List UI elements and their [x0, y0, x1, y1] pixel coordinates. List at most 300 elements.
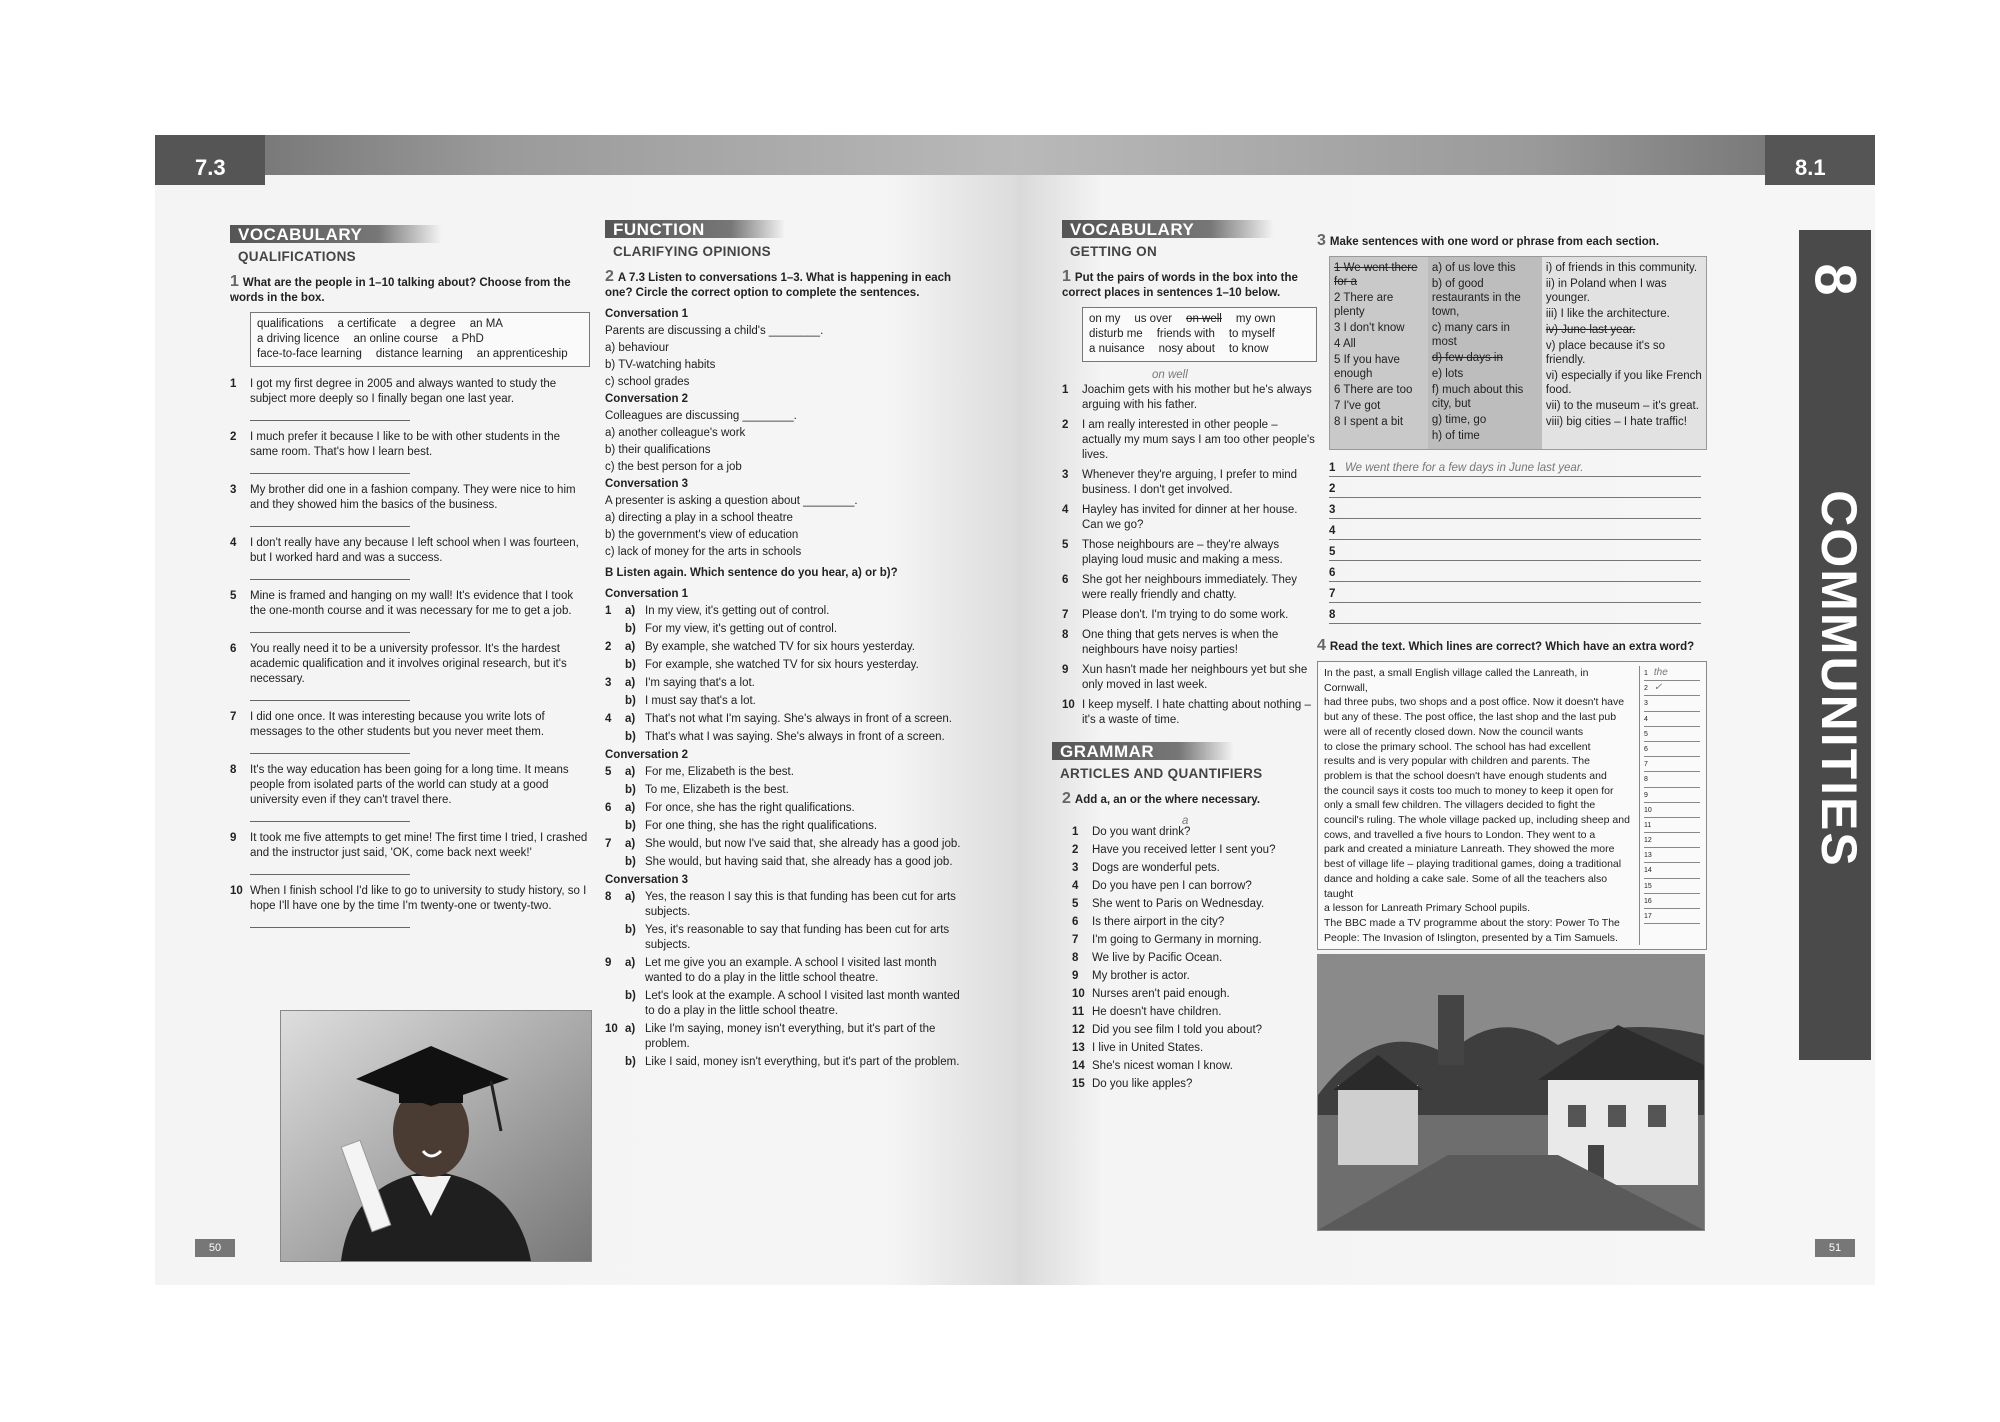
choice-letter: a): [625, 838, 636, 850]
exercise-item: [1062, 698, 1317, 728]
table-cell: iv) June last year.: [1545, 324, 1636, 336]
choice-text: In my view, it's getting out of control.: [645, 605, 830, 617]
grammar-item: [1072, 825, 1317, 840]
answer-option: c) the best person for a job: [605, 461, 742, 473]
answer-line: [1329, 521, 1701, 540]
conversation-question: Parents are discussing a child's ________.: [605, 325, 824, 337]
text-line: The BBC made a TV programme about the story: Power To The: [1324, 916, 1620, 929]
table-cell: 3 I don't know: [1334, 322, 1405, 334]
vocabulary-section: [230, 225, 590, 937]
page-number: 51: [1815, 1239, 1855, 1257]
function-section: [605, 220, 965, 1073]
grammar-item: [1072, 951, 1317, 966]
choice-row: [605, 694, 965, 709]
item-text: She went to Paris on Wednesday.: [1092, 898, 1265, 910]
section-subtitle: GETTING ON: [1070, 244, 1157, 259]
answer-line: [1329, 479, 1701, 498]
choice-text: That's what I was saying. She's always in front of a screen.: [645, 731, 945, 743]
item-number: 12: [1072, 1024, 1085, 1036]
choice-letter: b): [625, 731, 636, 743]
text-line: dance and holding a cake sale. Some of all the teachers also taught: [1324, 872, 1608, 900]
choice-number: 10: [605, 1023, 618, 1035]
item-text: Do you have pen I can borrow?: [1092, 880, 1252, 892]
choice-row: [605, 989, 965, 1019]
choice-letter: b): [625, 924, 636, 936]
text-line: problem is that the school doesn't have enough students and: [1324, 769, 1607, 782]
text-line: had three pubs, two shops and a post office. Now it doesn't have: [1324, 696, 1625, 709]
exercise-item: [1062, 608, 1317, 623]
table-cell: 6 There are too: [1334, 384, 1413, 396]
choice-row: [605, 855, 965, 870]
table-cell: g) time, go: [1431, 414, 1487, 426]
choice-row: [605, 1022, 965, 1052]
answer-option: a) directing a play in a school theatre: [605, 512, 793, 524]
choice-row: [605, 1055, 965, 1070]
text-line: best of village life – playing traditional games, doing a traditional: [1324, 858, 1622, 871]
choice-number: [605, 694, 625, 709]
table-cell: i) of friends in this community.: [1545, 262, 1698, 274]
item-text: I keep myself. I hate chatting about nothing – it's a waste of time.: [1082, 699, 1311, 726]
choice-text: For once, she has the right qualifications.: [645, 802, 855, 814]
item-number: 4: [230, 537, 237, 549]
box-word: nosy about: [1158, 343, 1215, 355]
exercise-instruction: 2 A 7.3 Listen to conversations 1–3. What is happening in each one? Circle the correct option to complete the sentences.: [605, 268, 952, 299]
grammar-item: [1072, 897, 1317, 912]
box-word: to myself: [1228, 328, 1275, 340]
handwritten-note: on well: [1152, 369, 1188, 381]
unit-number-tab: 7.3: [155, 135, 265, 185]
answer-option: a) another colleague's work: [605, 427, 746, 439]
line-number: 17: [1644, 913, 1652, 920]
box-word: qualifications: [257, 318, 324, 330]
answer-line: [1329, 542, 1701, 561]
exercise-item: [1062, 503, 1317, 533]
choice-number: 1: [605, 605, 612, 617]
grammar-item: [1072, 1059, 1317, 1074]
conversation-heading: Conversation 2: [605, 749, 689, 761]
item-number: 7: [230, 711, 237, 723]
page-number: 50: [195, 1239, 235, 1257]
line-answer: [1644, 757, 1700, 772]
answer-line: [1329, 458, 1701, 477]
choice-letter: a): [625, 802, 636, 814]
grammar-item: [1072, 861, 1317, 876]
item-text: Whenever they're arguing, I prefer to mind business. I don't get involved.: [1082, 469, 1298, 496]
village-illustration: [1318, 955, 1704, 1230]
conversation-heading: Conversation 3: [605, 874, 689, 886]
item-text: I live in United States.: [1092, 1042, 1204, 1054]
item-text: Those neighbours are – they're always playing loud music and making a mess.: [1082, 539, 1283, 566]
conversation-options: [605, 307, 965, 560]
answer-mark: the: [1653, 667, 1668, 678]
table-cell: viii) big cities – I hate traffic!: [1545, 416, 1687, 428]
graduate-photo: [280, 1010, 592, 1262]
item-sentence: I much prefer it because I like to be with other students in the same room. That's how I learn best.: [250, 431, 561, 458]
choice-letter: a): [625, 957, 636, 969]
choice-number: 5: [605, 766, 612, 778]
choice-row: [605, 730, 965, 745]
conversation-heading: Conversation 1: [605, 308, 689, 320]
column-3: [1542, 257, 1706, 449]
choice-letter: b): [625, 695, 636, 707]
item-text: Joachim gets with his mother but he's always arguing with his father.: [1082, 384, 1312, 411]
item-number: 6: [230, 643, 237, 655]
line-number: 5: [1329, 546, 1336, 558]
line-number: 9: [1644, 791, 1648, 799]
choice-row: [605, 801, 965, 816]
choice-number: [605, 622, 625, 637]
line-number: 13: [1644, 852, 1652, 860]
section-banner: VOCABULARY: [230, 225, 442, 243]
table-cell: iii) I like the architecture.: [1545, 308, 1670, 320]
handwritten-note: a: [1182, 815, 1189, 827]
line-answer: [1644, 727, 1700, 742]
word-box: [250, 312, 590, 367]
choice-letter: a): [625, 713, 636, 725]
choice-letter: a): [625, 766, 636, 778]
choice-text: For example, she watched TV for six hours yesterday.: [645, 659, 919, 671]
answer-blank: [250, 513, 410, 527]
choice-row: [605, 819, 965, 834]
line-number: 1: [1329, 462, 1336, 474]
choice-number: [605, 730, 625, 745]
item-number: 3: [230, 484, 237, 496]
section-banner: VOCABULARY: [1062, 220, 1274, 238]
item-text: Have you received letter I sent you?: [1092, 844, 1276, 856]
item-number: 1: [1062, 384, 1069, 396]
choice-text: Let's look at the example. A school I visited last month wanted to do a play in the little school theatre.: [645, 990, 960, 1017]
text-line: the council says it costs too much to money to keep it open for: [1324, 784, 1614, 797]
answer-option: b) their qualifications: [605, 444, 711, 456]
item-number: 13: [1072, 1042, 1085, 1054]
item-number: 7: [1062, 609, 1069, 621]
choice-letter: a): [625, 891, 636, 903]
answer-blank: [250, 687, 410, 701]
line-number: 7: [1644, 761, 1648, 769]
answer-blank: [250, 914, 410, 928]
line-answer: [1644, 863, 1700, 878]
line-answer: [1644, 681, 1700, 696]
item-number: 8: [1072, 952, 1079, 964]
reading-text-box: [1317, 661, 1707, 950]
answer-line: [1329, 500, 1701, 519]
item-number: 1: [230, 378, 237, 390]
table-cell: d) few days in: [1431, 352, 1503, 364]
choice-letter: a): [625, 1023, 636, 1035]
item-number: 3: [1062, 469, 1069, 481]
exercise-item: [1062, 468, 1317, 498]
item-number: 5: [1062, 539, 1069, 551]
grammar-section: [1052, 742, 1317, 1092]
conversation-heading: Conversation 2: [605, 393, 689, 405]
line-number: 15: [1644, 882, 1652, 890]
item-sentence: It's the way education has been going for a long time. It means people from isolated parts of the world can study at a good university even if they can't travel there.: [250, 764, 569, 806]
box-word: an MA: [469, 318, 503, 330]
text-line: cows, and travelled a five hours to London. They went to a: [1324, 828, 1596, 841]
item-number: 6: [1072, 916, 1079, 928]
choice-number: 8: [605, 891, 612, 903]
item-number: 8: [230, 764, 237, 776]
item-text: One thing that gets nerves is when the neighbours have noisy parties!: [1082, 629, 1279, 656]
section-banner: FUNCTION: [605, 220, 785, 238]
line-answer: [1644, 772, 1700, 787]
item-text: [250, 884, 590, 928]
answer-blank: [250, 740, 410, 754]
table-cell: vi) especially if you like French food.: [1545, 370, 1702, 396]
choice-letter: b): [625, 990, 636, 1002]
item-text: My brother is actor.: [1092, 970, 1190, 982]
box-word: my own: [1235, 313, 1276, 325]
box-word: friends with: [1156, 328, 1215, 340]
choice-text: For one thing, she has the right qualifications.: [645, 820, 878, 832]
line-number: 4: [1644, 715, 1648, 723]
vocabulary-section: [1062, 220, 1317, 1095]
item-text: Please don't. I'm trying to do some work.: [1082, 609, 1289, 621]
box-word: disturb me: [1089, 328, 1143, 340]
unit-title-band: [1799, 230, 1871, 1060]
choice-number: 9: [605, 957, 612, 969]
text-line: to close the primary school. The school has had excellent: [1324, 740, 1591, 753]
line-answer: [1644, 894, 1700, 909]
choice-row: [605, 923, 965, 953]
grammar-item: [1072, 915, 1317, 930]
choice-number: 6: [605, 802, 612, 814]
item-text: [250, 831, 590, 875]
item-number: 3: [1072, 862, 1079, 874]
exercise-item: [1062, 383, 1317, 413]
item-number: 14: [1072, 1060, 1085, 1072]
exercise-item: [230, 831, 590, 875]
line-number: 5: [1644, 730, 1648, 738]
line-number: 8: [1329, 609, 1336, 621]
item-number: 5: [230, 590, 237, 602]
table-cell: 5 If you have enough: [1334, 354, 1400, 380]
choice-text: Like I'm saying, money isn't everything, but it's part of the problem.: [645, 1023, 936, 1050]
conversation-question: A presenter is asking a question about ________.: [605, 495, 858, 507]
line-answer: [1644, 818, 1700, 833]
box-word: face-to-face learning: [257, 348, 362, 360]
choice-letter: a): [625, 605, 636, 617]
table-cell: 7 I've got: [1334, 400, 1381, 412]
choice-row: [605, 640, 965, 655]
choice-row: [605, 658, 965, 673]
item-sentence: You really need it to be a university professor. It's the hardest academic qualification and it involves original research, but it's necessary.: [250, 643, 567, 685]
choice-text: Yes, the reason I say this is that funding has been cut for arts subjects.: [645, 891, 956, 918]
top-bar: [155, 135, 1017, 175]
choice-row: [605, 712, 965, 727]
item-sentence: Mine is framed and hanging on my wall! It's evidence that I took the one-month course and it was necessary for me to get a job.: [250, 590, 574, 617]
text-line: council's ruling. The whole village packed up, including sheep and: [1324, 814, 1630, 827]
sentence-parts-table: [1329, 256, 1707, 450]
box-word: us over: [1134, 313, 1173, 325]
listening-choices: [605, 587, 965, 1070]
line-number: 14: [1644, 867, 1652, 875]
text-line: were all of recently closed down. Now the council wants: [1324, 725, 1584, 738]
text-line: results and is very popular with children and parents. The: [1324, 755, 1590, 768]
item-number: 7: [1072, 934, 1079, 946]
line-number: 6: [1329, 567, 1336, 579]
choice-text: For my view, it's getting out of control.: [645, 623, 838, 635]
line-number: 3: [1644, 700, 1648, 708]
choice-number: [605, 658, 625, 673]
choice-text: She would, but now I've said that, she already has a good job.: [645, 838, 961, 850]
item-number: 9: [1062, 664, 1069, 676]
answer-option: a) behaviour: [605, 342, 669, 354]
item-number: 2: [1072, 844, 1079, 856]
exercise-items: [1062, 383, 1317, 728]
table-cell: 1 We went there for a: [1334, 262, 1418, 288]
exercise-3-section: [1317, 227, 1707, 1231]
answer-blank: [250, 566, 410, 580]
line-number: 16: [1644, 897, 1652, 905]
item-text: [250, 642, 590, 701]
item-number: 4: [1072, 880, 1079, 892]
exercise-instruction: 3 Make sentences with one word or phrase from each section.: [1317, 232, 1660, 249]
item-number: 1: [1072, 826, 1079, 838]
choice-text: Like I said, money isn't everything, but it's part of the problem.: [645, 1056, 960, 1068]
box-word: on my: [1089, 313, 1121, 325]
answer-lines: [1329, 458, 1701, 624]
grammar-item: [1072, 1041, 1317, 1056]
column-2: [1428, 257, 1542, 449]
table-cell: a) of us love this: [1431, 262, 1516, 274]
table-cell: c) many cars in most: [1431, 322, 1510, 348]
answer-option: c) school grades: [605, 376, 690, 388]
item-number: 9: [1072, 970, 1079, 982]
item-text: Is there airport in the city?: [1092, 916, 1225, 928]
answer-option: b) TV-watching habits: [605, 359, 716, 371]
table-cell: 4 All: [1334, 338, 1356, 350]
exercise-item: [1062, 538, 1317, 568]
table-cell: vii) to the museum – it's great.: [1545, 400, 1699, 412]
choice-row: [605, 622, 965, 637]
handwritten-answer: We went there for a few days in June last year.: [1345, 462, 1584, 474]
choice-text: Let me give you an example. A school I visited last month wanted to do a play in the little school theatre.: [645, 957, 937, 984]
line-number: 3: [1329, 504, 1336, 516]
exercise-items: [230, 377, 590, 928]
choice-row: [605, 604, 965, 619]
choice-text: That's not what I'm saying. She's always in front of a screen.: [645, 713, 953, 725]
choice-row: [605, 676, 965, 691]
answer-blank: [250, 808, 410, 822]
choice-text: I must say that's a lot.: [645, 695, 756, 707]
item-number: 2: [230, 431, 237, 443]
choice-number: [605, 923, 625, 953]
graduate-illustration: [281, 1011, 591, 1261]
exercise-item: [230, 763, 590, 822]
unit-number-tab: 8.1: [1765, 135, 1875, 185]
choice-number: 3: [605, 677, 612, 689]
right-page: [1017, 135, 1875, 1285]
exercise-instruction: 1 Put the pairs of words in the box into the correct places in sentences 1–10 below.: [1062, 268, 1298, 299]
table-cell: v) place because it's so friendly.: [1545, 340, 1666, 366]
text-line: only a small few children. The villagers decided to fight the: [1324, 799, 1596, 812]
grammar-item: [1072, 1023, 1317, 1038]
text-line: park and created a miniature Lanreath. They showed the more: [1324, 843, 1615, 856]
top-bar: [1017, 135, 1875, 175]
choice-number: [605, 989, 625, 1019]
item-text: [250, 430, 590, 474]
choice-letter: b): [625, 1056, 636, 1068]
item-sentence: My brother did one in a fashion company. They were nice to him and they showed him the basics of the business.: [250, 484, 576, 511]
line-answer: [1644, 666, 1700, 681]
item-text: Do you like apples?: [1092, 1078, 1193, 1090]
choice-row: [605, 890, 965, 920]
answer-blank: [250, 861, 410, 875]
grammar-item: [1072, 1077, 1317, 1092]
box-word: a degree: [410, 318, 456, 330]
box-word: to know: [1228, 343, 1269, 355]
item-sentence: I don't really have any because I left school when I was fourteen, but I worked hard and was a success.: [250, 537, 579, 564]
exercise-instruction: 2 Add a, an or the where necessary.: [1062, 790, 1261, 807]
answer-option: c) lack of money for the arts in schools: [605, 546, 802, 558]
item-text: [250, 377, 590, 421]
item-number: 6: [1062, 574, 1069, 586]
exercise-instruction-b: B Listen again. Which sentence do you hear, a) or b)?: [605, 567, 898, 579]
exercise-item: [1062, 418, 1317, 463]
item-number: 9: [230, 832, 237, 844]
line-number: 2: [1329, 483, 1336, 495]
item-text: Nurses aren't paid enough.: [1092, 988, 1230, 1000]
unit-title-word: COMMUNITIES: [1811, 490, 1867, 868]
choice-text: By example, she watched TV for six hours yesterday.: [645, 641, 915, 653]
choice-number: [605, 1055, 625, 1070]
item-text: We live by Pacific Ocean.: [1092, 952, 1223, 964]
table-cell: b) of good restaurants in the town,: [1431, 278, 1521, 318]
exercise-item: [230, 536, 590, 580]
exercise-item: [230, 884, 590, 928]
exercise-item: [230, 589, 590, 633]
choice-text: I'm saying that's a lot.: [645, 677, 755, 689]
exercise-item: [1062, 663, 1317, 693]
choice-row: [605, 765, 965, 780]
item-sentence: When I finish school I'd like to go to university to study history, so I hope I'll have one by the time I'm twenty-one or twenty-two.: [250, 885, 587, 912]
choice-text: To me, Elizabeth is the best.: [645, 784, 789, 796]
item-number: 4: [1062, 504, 1069, 516]
item-sentence: I did one once. It was interesting because you write lots of messages to the other students but you never meet them.: [250, 711, 545, 738]
item-text: Do you want drink?: [1092, 826, 1191, 838]
choice-text: She would, but having said that, she already has a good job.: [645, 856, 953, 868]
grammar-item: [1072, 969, 1317, 984]
choice-number: [605, 855, 625, 870]
table-cell: f) much about this city, but: [1431, 384, 1524, 410]
item-number: 5: [1072, 898, 1079, 910]
table-cell: 2 There are plenty: [1334, 292, 1394, 318]
item-text: Hayley has invited for dinner at her house. Can we go?: [1082, 504, 1298, 531]
choice-text: Yes, it's reasonable to say that funding has been cut for arts subjects.: [645, 924, 950, 951]
choice-number: [605, 783, 625, 798]
exercise-instruction: 4 Read the text. Which lines are correct? Which have an extra word?: [1317, 637, 1695, 654]
item-number: 15: [1072, 1078, 1085, 1090]
box-word: a driving licence: [257, 333, 340, 345]
section-subtitle: CLARIFYING OPINIONS: [613, 244, 771, 259]
word-box: [1082, 307, 1317, 362]
grammar-item: [1072, 1005, 1317, 1020]
item-text: [250, 536, 590, 580]
line-answer: [1644, 788, 1700, 803]
exercise-instruction: 1 What are the people in 1–10 talking about? Choose from the words in the box.: [230, 273, 571, 304]
item-number: 8: [1062, 629, 1069, 641]
line-answers: [1640, 666, 1700, 945]
line-answer: [1644, 803, 1700, 818]
choice-row: [605, 783, 965, 798]
item-text: Dogs are wonderful pets.: [1092, 862, 1220, 874]
choice-number: 4: [605, 713, 612, 725]
choice-letter: a): [625, 677, 636, 689]
table-cell: ii) in Poland when I was younger.: [1545, 278, 1667, 304]
line-number: 8: [1644, 776, 1648, 784]
choice-row: [605, 956, 965, 986]
